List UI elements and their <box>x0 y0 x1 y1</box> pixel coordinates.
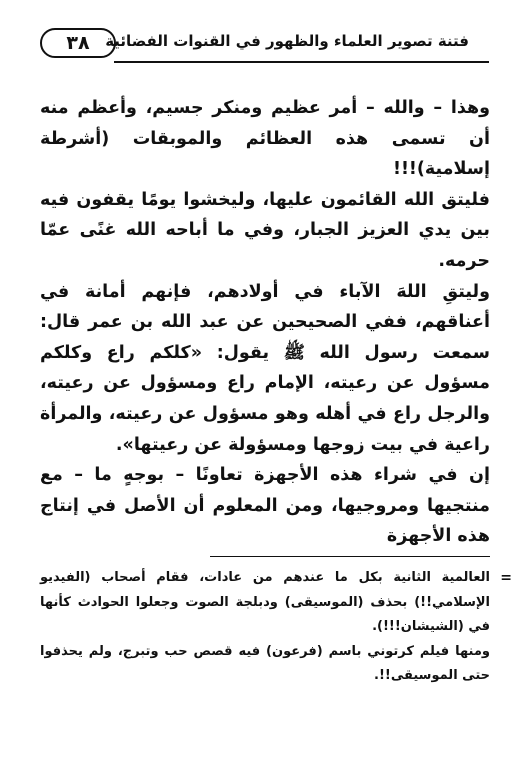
header-rule <box>114 61 489 63</box>
running-title: فتنة تصوير العلماء والظهور في القنوات الفضائية <box>105 32 469 50</box>
footnote-continuation-marker: = <box>500 570 512 586</box>
main-text <box>40 93 490 552</box>
footnote-text: العالمية الثانية بكل ما عندهم من عادات، فقام أصحاب (الفيديو الإسلامي!!) بحذف (الموسيقى) ودبلجة الصوت وجعلوا الحوادث كأنها في (الشيشان!!!). <box>40 570 490 634</box>
footnotes <box>40 566 512 689</box>
body-paragraph: وهذا – والله – أمر عظيم ومنكر جسيم، وأعظم منه أن تسمى هذه العظائم والموبقات (أشرطة إسلامية)!!! <box>40 98 490 180</box>
body-paragraph: فليتق الله القائمون عليها، وليخشوا يومًا يقفون فيه بين يدي العزيز الجبار، وفي ما أباحه الله غنًى عمّا حرمه. <box>40 189 490 271</box>
footnote-paragraph: ومنها فيلم كرتوني باسم (فرعون) فيه قصص حب وتبرج، ولم يحذفوا حتى الموسيقى!!. <box>40 643 490 683</box>
footnote-paragraph <box>40 566 512 640</box>
body-paragraph: إن في شراء هذه الأجهزة تعاونًا – بوجهٍ ما – مع منتجيها ومروجيها، ومن المعلوم أن الأصل في إنتاج هذه الأجهزة <box>40 465 490 547</box>
page-number: ٣٨ <box>40 28 116 58</box>
page-header <box>40 24 489 64</box>
body-paragraph: وليتقِ اللهَ الآباء في أولادهم، فإنهم أمانة في أعناقهم، ففي الصحيحين عن عبد الله بن عمر قال: سمعت رسول الله ﷺ يقول: «كلكم راع وكلكم مسؤول عن رعيته، الإمام راع ومسؤول عن رعيته، والرجل راع في أهله وهو مسؤول عن رعيته، والمرأة راعية في بيت زوجها ومسؤولة عن رعيتها». <box>40 281 490 455</box>
footnote-separator <box>210 556 490 557</box>
